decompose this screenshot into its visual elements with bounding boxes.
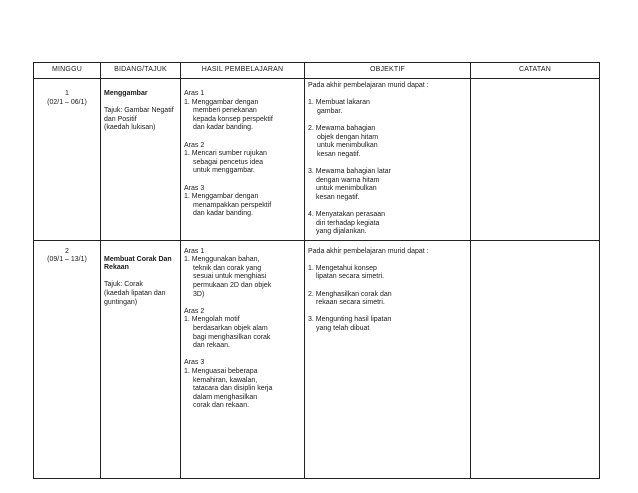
hasil-line: 1. Mencari sumber rujukan: [184, 150, 267, 158]
objektif-line: 2. Menghasilkan corak dan: [308, 290, 392, 298]
tajuk-line: Tajuk: Corak: [104, 281, 143, 289]
hasil-cell: [181, 240, 305, 478]
objektif-line: objek dengan hitam: [317, 133, 379, 141]
week-dates: (09/1 – 13/1): [47, 256, 87, 264]
hasil-line: berdasarkan objek alam: [193, 325, 268, 333]
objektif-line: yang telah dibuat: [316, 325, 370, 333]
hasil-line: sesuai untuk menghiasi: [193, 273, 267, 281]
aras-label: Aras 1: [184, 90, 205, 97]
header-objektif: OBJEKTIF: [305, 63, 471, 79]
lesson-plan-table: [33, 62, 600, 479]
objektif-line: diri terhadap kegiata: [316, 219, 380, 227]
objektif-line: 3. Mewarna bahagian latar: [308, 167, 391, 175]
hasil-line: 1. Menggambar dengan: [184, 193, 259, 201]
objektif-line: 3. Mengunting hasil lipatan: [308, 316, 392, 324]
hasil-line: tatacara dan disiplin kerja: [193, 385, 273, 393]
objektif-line: lipatan secara simetri.: [316, 273, 385, 281]
bidang-cell: [101, 79, 181, 241]
aras-label: Aras 2: [184, 307, 205, 315]
week-cell: [34, 240, 101, 478]
week-number: 1: [65, 90, 69, 97]
hasil-line: 1. Menggambar dengan: [184, 98, 259, 106]
hasil-line: kepada konsep perspektif: [193, 115, 273, 123]
header-hasil: HASIL PEMBELAJARAN: [181, 63, 305, 79]
hasil-line: menampakkan perspektif: [193, 201, 272, 209]
tajuk-line: dan Positif: [104, 115, 137, 123]
aras-label: Aras 2: [184, 141, 205, 149]
hasil-line: dalam menghasilkan: [193, 393, 258, 401]
objektif-line: untuk menimbulkan: [316, 185, 377, 193]
hasil-line: untuk menggambar.: [193, 167, 255, 175]
hasil-line: memberi penekanan: [193, 107, 257, 115]
objektif-line: kesan negatif.: [317, 150, 361, 158]
bidang-title: Menggambar: [104, 90, 148, 97]
objektif-line: 1. Mengetahui konsep: [308, 264, 377, 272]
catatan-cell: [471, 79, 600, 241]
objektif-cell: [305, 240, 471, 478]
hasil-line: dan kadar banding.: [193, 124, 253, 132]
table-row: [34, 79, 600, 241]
bidang-title: Membuat Corak Dan: [104, 255, 172, 263]
objektif-cell: [305, 79, 471, 241]
aras-label: Aras 1: [184, 247, 205, 255]
hasil-line: teknik dan corak yang: [193, 264, 262, 272]
catatan-cell: [471, 240, 600, 478]
tajuk-line: Tajuk: Gambar Negatif: [104, 107, 174, 115]
hasil-line: corak dan rekaan.: [193, 402, 250, 410]
hasil-line: sebagai pencetus idea: [193, 158, 264, 166]
table-row: [34, 240, 600, 478]
objektif-line: kesan negatif.: [316, 193, 360, 201]
objektif-line: 1. Membuat lakaran: [308, 99, 370, 107]
objektif-intro: Pada akhir pembelajaran murid dapat :: [308, 247, 429, 255]
hasil-line: kemahiran, kawalan,: [193, 376, 258, 384]
tajuk-line: guntingan): [104, 298, 138, 306]
hasil-line: 1. Mengolah motif: [184, 316, 240, 324]
week-dates: (02/1 – 06/1): [47, 98, 87, 106]
hasil-line: dan rekaan.: [193, 342, 230, 350]
week-number: 2: [65, 247, 69, 255]
objektif-line: gambar.: [317, 107, 343, 115]
aras-label: Aras 3: [184, 359, 205, 367]
objektif-line: rekaan secara simetri.: [316, 299, 385, 307]
objektif-line: dengan warna hitam: [316, 176, 380, 184]
hasil-cell: [181, 79, 305, 241]
hasil-line: 3D): [193, 290, 205, 298]
hasil-line: 1. Menggunakan bahan,: [184, 256, 260, 264]
tajuk-line: (kaedah lipatan dan: [104, 290, 166, 298]
header-minggu: MINGGU: [34, 63, 101, 79]
header-catatan: CATATAN: [471, 63, 600, 79]
tajuk-line: (kaedah lukisan): [104, 124, 156, 132]
hasil-line: permukaan 2D dan objek: [193, 282, 272, 290]
bidang-title: Rekaan: [104, 264, 129, 272]
objektif-intro: Pada akhir pembelajaran murid dapat :: [308, 82, 429, 89]
hasil-line: dan kadar banding.: [193, 210, 253, 218]
header-bidang: BIDANG/TAJUK: [101, 63, 181, 79]
header-row: [34, 63, 600, 79]
objektif-line: untuk menimbulkan: [317, 142, 378, 150]
aras-label: Aras 3: [184, 184, 205, 192]
bidang-cell: [101, 240, 181, 478]
objektif-line: 4. Menyatakan perasaan: [308, 210, 386, 218]
objektif-line: 2. Mewarna bahagian: [308, 124, 376, 132]
hasil-line: 1. Menguasai beberapa: [184, 368, 258, 375]
hasil-line: bagi menghasilkan corak: [193, 333, 271, 341]
objektif-line: yang dijalankan.: [316, 228, 367, 236]
week-cell: [34, 79, 101, 241]
